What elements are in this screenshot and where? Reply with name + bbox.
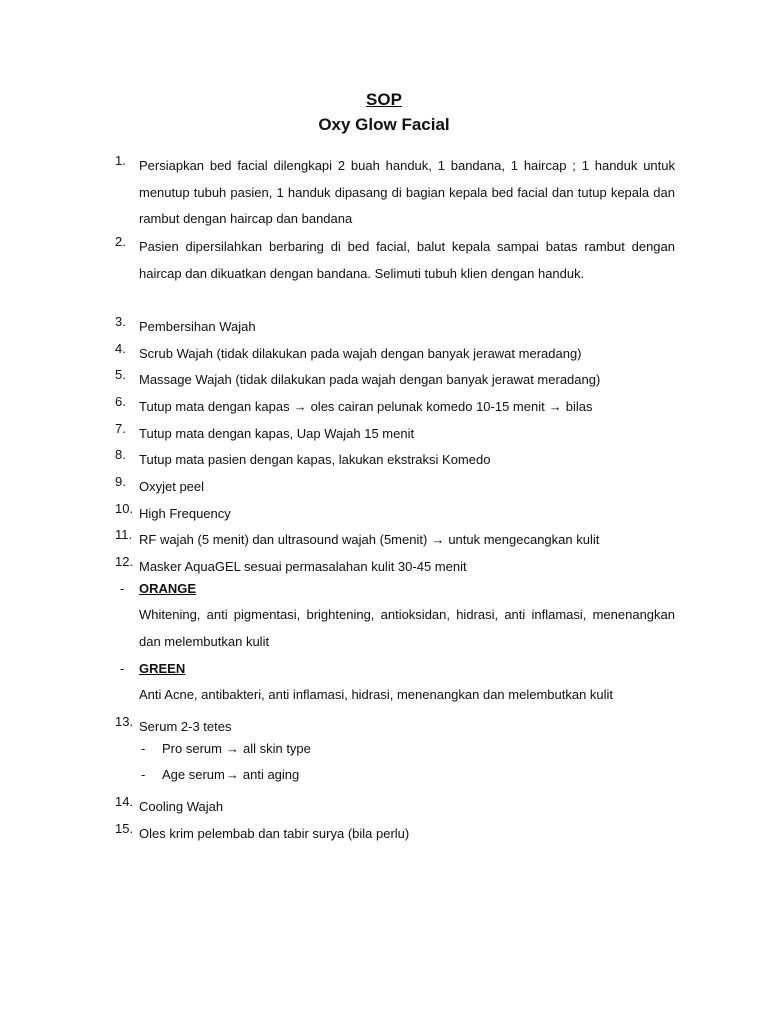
step-text: Oxyjet peel	[139, 479, 205, 494]
serum-target: anti aging	[242, 767, 300, 782]
step-11	[115, 527, 675, 554]
step-6-part-b: oles cairan pelunak komedo 10-15 menit	[310, 399, 545, 414]
mask-orange	[120, 581, 675, 601]
step-10	[115, 501, 675, 528]
bullet-dash: -	[120, 581, 125, 596]
step-text: Masker AquaGEL sesuai permasalahan kulit 30-45 menit	[139, 559, 467, 574]
step-number: 10.	[115, 501, 134, 516]
bullet-dash: -	[120, 661, 125, 676]
bullet-dash: -	[141, 741, 146, 756]
step-text	[139, 527, 675, 554]
step-text: Tutup mata pasien dengan kapas, lakukan ekstraksi Komedo	[139, 452, 491, 467]
step-13	[115, 714, 675, 741]
step-text	[139, 394, 675, 421]
right-arrow-icon: →	[293, 399, 307, 414]
step-number: 4.	[115, 341, 126, 356]
step-1	[115, 153, 675, 233]
step-6-part-a: Tutup mata dengan kapas	[139, 399, 290, 414]
step-12	[115, 554, 675, 581]
step-number: 15.	[115, 821, 134, 836]
right-arrow-icon: →	[225, 767, 239, 782]
step-number: 13.	[115, 714, 134, 729]
step-text: Pasien dipersilahkan berbaring di bed facial, balut kepala sampai batas rambut dengan haircap dan dikuatkan dengan bandana. Selimuti tubuh klien dengan handuk.	[139, 239, 675, 281]
step-4	[115, 341, 675, 368]
step-number: 5.	[115, 367, 126, 382]
right-arrow-icon: →	[225, 741, 239, 756]
document-title: SOP	[366, 90, 402, 109]
right-arrow-icon: →	[431, 532, 445, 547]
step-text: Scrub Wajah (tidak dilakukan pada wajah dengan banyak jerawat meradang)	[139, 346, 582, 361]
step-text: Massage Wajah (tidak dilakukan pada wajah dengan banyak jerawat meradang)	[139, 372, 601, 387]
step-number: 12.	[115, 554, 134, 569]
step-number: 7.	[115, 421, 126, 436]
step-14	[115, 794, 675, 821]
step-text: Persiapkan bed facial dilengkapi 2 buah handuk, 1 bandana, 1 haircap ; 1 handuk untuk menutup tubuh pasien, 1 handuk dipasang di bagian kepala bed facial dan tutup kepala dan rambut dengan haircap dan bandana	[139, 158, 675, 227]
mask-description: Anti Acne, antibakteri, anti inflamasi, hidrasi, menenangkan dan melembutkan kulit	[139, 687, 614, 702]
step-8	[115, 447, 675, 474]
step-text: Pembersihan Wajah	[139, 319, 256, 334]
serum-name: Age serum	[162, 767, 225, 782]
step-text: High Frequency	[139, 506, 231, 521]
step-number: 6.	[115, 394, 126, 409]
mask-green	[120, 661, 675, 681]
mask-label: GREEN	[139, 661, 186, 676]
step-number: 9.	[115, 474, 126, 489]
document-subtitle: Oxy Glow Facial	[318, 115, 450, 134]
step-9	[115, 474, 675, 501]
step-text: Tutup mata dengan kapas, Uap Wajah 15 menit	[139, 426, 415, 441]
step-5	[115, 367, 675, 394]
step-text: Cooling Wajah	[139, 799, 224, 814]
step-6	[115, 394, 675, 421]
step-2	[115, 234, 675, 287]
step-11-part-a: RF wajah (5 menit) dan ultrasound wajah (5menit)	[139, 532, 428, 547]
serum-target: all skin type	[242, 741, 311, 756]
serum-item	[141, 741, 311, 756]
mask-description: Whitening, anti pigmentasi, brightening, antioksidan, hidrasi, anti inflamasi, menenangkan dan melembutkan kulit	[139, 607, 675, 649]
right-arrow-icon: →	[548, 399, 562, 414]
step-number: 11.	[115, 527, 133, 542]
serum-name: Pro serum	[162, 741, 222, 756]
step-number: 2.	[115, 234, 126, 249]
step-3	[115, 314, 675, 341]
step-number: 8.	[115, 447, 126, 462]
step-number: 1.	[115, 153, 126, 168]
step-15	[115, 821, 675, 848]
step-text: Oles krim pelembab dan tabir surya (bila perlu)	[139, 826, 410, 841]
step-6-part-c: bilas	[565, 399, 593, 414]
step-number: 3.	[115, 314, 126, 329]
serum-item	[141, 767, 299, 782]
step-7	[115, 421, 675, 448]
step-11-part-b: untuk mengecangkan kulit	[448, 532, 600, 547]
step-text: Serum 2-3 tetes	[139, 719, 232, 734]
mask-label: ORANGE	[139, 581, 197, 596]
bullet-dash: -	[141, 767, 146, 782]
step-number: 14.	[115, 794, 134, 809]
